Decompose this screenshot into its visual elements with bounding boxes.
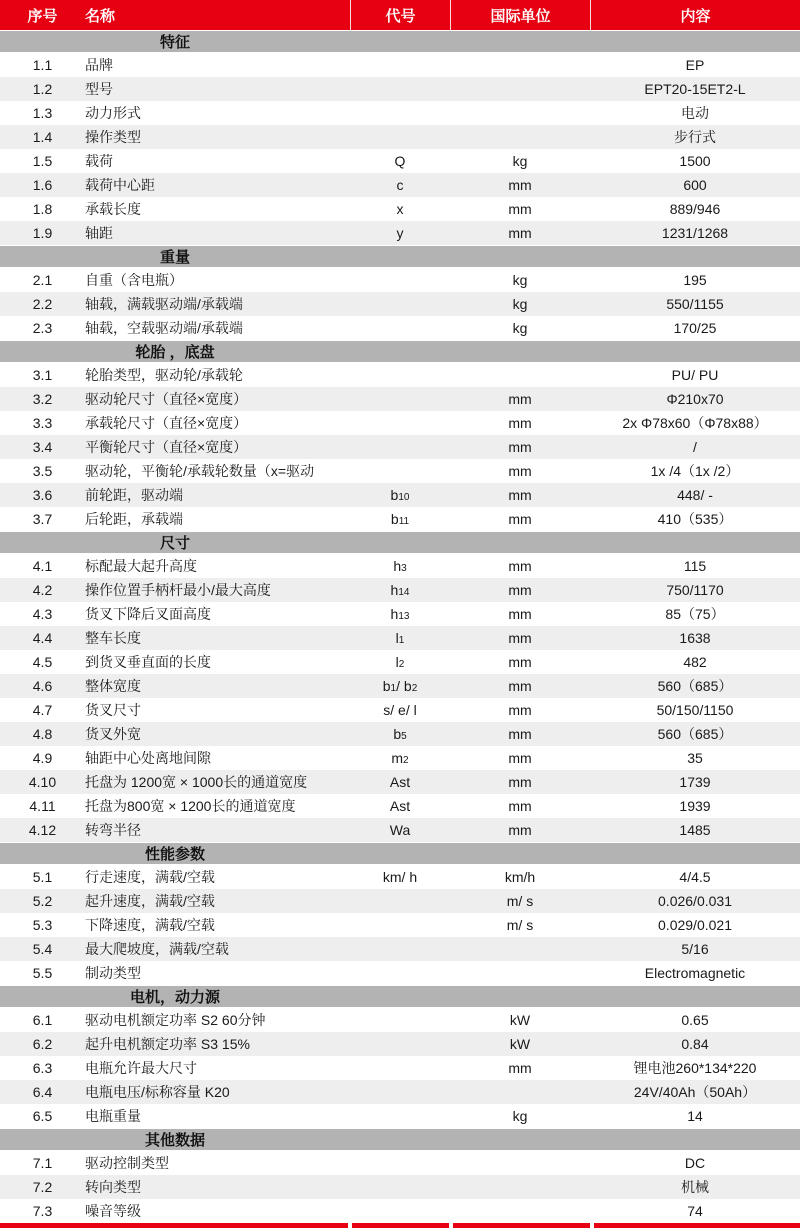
row-unit [450,1175,590,1199]
row-unit: kg [512,1108,528,1124]
row-number: 6.3 [32,1060,53,1076]
section-title: 性能参数 [144,846,205,863]
row-value: 410（535） [657,511,733,527]
row-number: 3.4 [32,439,53,455]
table-row [0,578,800,602]
row-number: 4.7 [32,702,53,718]
row-code: b $_5$ [393,726,407,742]
table-row [0,913,800,937]
row-value: 5/16 [681,941,709,957]
row-code [350,411,450,435]
row-number: 1.8 [32,201,53,217]
table-row [0,554,800,578]
row-number: 6.2 [32,1036,53,1052]
row-value: 锂电池260*134*220 [633,1060,757,1076]
row-code [350,961,450,985]
table-row [0,746,800,770]
footer-bar-segment [594,1223,800,1228]
row-unit [450,1199,590,1223]
row-unit: mm [508,678,532,694]
row-code [350,435,450,459]
row-number: 4.9 [32,750,53,766]
row-unit: mm [508,726,532,742]
row-name: 轴载，空载驱动端/承载端 [85,320,243,336]
row-name: 货叉尺寸 [85,702,141,718]
row-value: 85（75） [665,606,725,622]
row-value: 14 [687,1108,703,1124]
row-number: 4.6 [32,678,53,694]
row-unit: mm [508,774,532,790]
row-number: 2.1 [32,272,53,288]
row-value: Φ210x70 [666,391,724,407]
row-name: 托盘为800宽 × 1200长的通道宽度 [85,798,296,814]
row-unit: mm [508,750,532,766]
table-row [0,77,800,101]
row-value: 750/1170 [666,582,724,598]
row-code: l $_1$ [395,630,405,646]
row-value: 0.84 [681,1036,709,1052]
row-code: Wa [389,822,411,838]
row-unit: kg [512,296,528,312]
footer-accent-bar [0,1223,800,1228]
row-number: 1.3 [32,105,53,121]
table-row [0,1032,800,1056]
table-row [0,722,800,746]
row-code [350,387,450,411]
row-number: 2.3 [32,320,53,336]
row-value: 1739 [679,774,711,790]
table-row [0,889,800,913]
table-row [0,937,800,961]
row-unit [450,53,590,77]
row-code: y [396,225,404,241]
row-name: 到货叉垂直面的长度 [85,654,211,670]
row-unit: kg [512,272,528,288]
row-number: 3.2 [32,391,53,407]
table-row [0,961,800,985]
row-value: PU/ PU [671,367,719,383]
row-value: 482 [683,654,707,670]
row-code [350,1056,450,1080]
table-row [0,698,800,722]
row-name: 承载轮尺寸（直径×宽度） [85,415,248,431]
table-row [0,507,800,531]
row-code: h $_{14}$ [390,582,410,598]
table-row [0,1151,800,1175]
row-name: 驱动电机额定功率 S2 60分钟 [85,1012,266,1028]
row-unit: mm [508,582,532,598]
section-title: 轮胎 ，底盘 [135,344,215,361]
row-number: 7.3 [32,1203,53,1219]
row-code [350,1175,450,1199]
row-unit [450,961,590,985]
row-code: b $_{10}$ [390,487,410,503]
row-value: 448/ - [677,487,713,503]
table-row [0,197,800,221]
row-value: 4/4.5 [679,869,711,885]
row-code: b $_1$ / b $_2$ [382,678,418,694]
row-value: 1485 [679,822,711,838]
row-unit [450,937,590,961]
row-value: 195 [683,272,707,288]
row-unit [450,101,590,125]
row-name: 转向类型 [85,1179,141,1195]
section-title: 电机，动力源 [129,989,220,1006]
row-value: 50/150/1150 [656,702,734,718]
row-unit: kg [512,320,528,336]
row-unit: mm [508,511,532,527]
row-unit: mm [508,702,532,718]
section-header-row [0,245,800,268]
row-code [350,77,450,101]
table-body [0,30,800,1223]
row-number: 2.2 [32,296,53,312]
row-code: Ast [389,798,411,814]
row-code [350,937,450,961]
row-code [350,1151,450,1175]
row-code: l $_2$ [395,654,405,670]
table-row [0,125,800,149]
row-number: 6.4 [32,1084,53,1100]
row-value: 2x Φ78x60（Φ78x88） [622,415,768,431]
section-header-row [0,531,800,554]
row-name: 最大爬坡度，满载/空载 [85,941,229,957]
row-number: 5.3 [32,917,53,933]
row-unit: mm [508,201,532,217]
row-number: 7.2 [32,1179,53,1195]
row-name: 标配最大起升高度 [85,558,197,574]
row-unit: mm [508,391,532,407]
row-number: 4.11 [29,798,56,814]
row-number: 1.5 [32,153,53,169]
row-name: 驱动控制类型 [85,1155,169,1171]
row-number: 6.1 [32,1012,53,1028]
row-name: 整车长度 [85,630,141,646]
row-name: 载荷 [85,153,113,169]
row-unit: m/ s [506,893,534,909]
table-row [0,818,800,842]
row-value: 35 [687,750,703,766]
row-name: 托盘为 1200宽 × 1000长的通道宽度 [85,774,308,790]
table-row [0,363,800,387]
row-value: 1231/1268 [661,225,729,241]
row-unit: kg [512,153,528,169]
row-number: 1.1 [32,57,53,73]
row-value: 74 [687,1203,703,1219]
table-row [0,411,800,435]
row-number: 4.5 [32,654,53,670]
column-header-no: 序号 [27,7,58,25]
row-name: 轴载，满载驱动端/承载端 [85,296,243,312]
table-row [0,483,800,507]
row-unit: mm [508,798,532,814]
row-code [350,889,450,913]
row-value: 0.026/0.031 [658,893,732,909]
table-row [0,794,800,818]
table-row [0,173,800,197]
row-number: 1.9 [32,225,53,241]
row-name: 驱动轮尺寸（直径×宽度） [85,391,248,407]
row-value: 1638 [679,630,711,646]
row-value: 889/946 [669,201,721,217]
row-unit: mm [508,606,532,622]
row-name: 自重（含电瓶） [85,272,183,288]
table-row [0,435,800,459]
row-code: h $_3$ [393,558,407,574]
row-name: 轴距 [85,225,113,241]
row-unit: mm [508,822,532,838]
row-unit: kW [509,1036,531,1052]
row-number: 4.2 [32,582,53,598]
row-value: 0.65 [681,1012,709,1028]
column-header-value: 内容 [590,0,800,30]
row-name: 操作位置手柄杆最小/最大高度 [85,582,271,598]
row-value: DC [684,1155,706,1171]
row-unit: mm [508,654,532,670]
row-number: 4.12 [28,822,57,838]
row-value: 1939 [679,798,711,814]
section-title: 尺寸 [159,535,190,552]
row-name: 品牌 [85,57,113,73]
column-header-name: 名称 [85,7,116,25]
row-name: 驱动轮，平衡轮/承载轮数量（x=驱动 [85,463,315,479]
row-value: 1x /4（1x /2） [650,463,740,479]
table-header-row [0,0,800,30]
row-name: 货叉外宽 [85,726,141,742]
row-code [350,1032,450,1056]
section-header-row [0,985,800,1008]
row-number: 4.8 [32,726,53,742]
row-code [350,913,450,937]
table-row [0,1199,800,1223]
row-value: 550/1155 [666,296,724,312]
row-unit: mm [508,558,532,574]
row-number: 4.1 [32,558,53,574]
row-name: 起升速度，满载/空载 [85,893,215,909]
row-name: 货叉下降后叉面高度 [85,606,211,622]
row-code [350,363,450,387]
row-name: 载荷中心距 [85,177,155,193]
table-row [0,101,800,125]
row-number: 1.4 [32,129,53,145]
row-value: 600 [683,177,707,193]
row-name: 下降速度，满载/空载 [85,917,215,933]
table-row [0,221,800,245]
row-number: 4.3 [32,606,53,622]
row-unit: mm [508,463,532,479]
table-row [0,268,800,292]
row-code [350,1080,450,1104]
row-name: 噪音等级 [85,1203,141,1219]
row-unit: mm [508,1060,532,1076]
row-code: c [396,177,404,193]
row-name: 整体宽度 [85,678,141,694]
table-row [0,1104,800,1128]
table-row [0,387,800,411]
row-code: b $_{11}$ [390,511,410,527]
row-name: 动力形式 [85,105,141,121]
section-title: 特征 [159,34,190,51]
row-code [350,1008,450,1032]
table-row [0,1080,800,1104]
table-row [0,1175,800,1199]
row-value: 560（685） [657,678,733,694]
row-unit [450,77,590,101]
row-name: 型号 [85,81,113,97]
row-code: Q [394,153,406,169]
row-code: x [396,201,404,217]
table-row [0,53,800,77]
table-row [0,1008,800,1032]
row-unit: km/h [504,869,536,885]
table-row [0,292,800,316]
row-unit [450,1080,590,1104]
table-row [0,674,800,698]
row-code [350,316,450,340]
table-row [0,626,800,650]
section-header-row [0,30,800,53]
row-name: 前轮距，驱动端 [85,487,183,503]
row-name: 后轮距，承载端 [85,511,183,527]
row-name: 转弯半径 [85,822,141,838]
row-name: 电瓶重量 [85,1108,141,1124]
row-number: 5.1 [32,869,53,885]
row-name: 制动类型 [85,965,141,981]
section-title: 其他数据 [144,1132,205,1149]
row-value: 115 [683,558,707,574]
row-value: Electromagnetic [644,965,746,981]
row-unit: mm [508,225,532,241]
section-header-row [0,1128,800,1151]
row-unit: kW [509,1012,531,1028]
row-code [350,125,450,149]
table-row [0,650,800,674]
section-header-row [0,842,800,865]
section-header-row [0,340,800,363]
table-row [0,149,800,173]
row-value: 步行式 [674,129,716,145]
row-unit [450,125,590,149]
table-row [0,459,800,483]
row-number: 5.2 [32,893,53,909]
row-name: 电瓶电压/标称容量 K20 [85,1084,230,1100]
row-number: 3.3 [32,415,53,431]
row-code [350,101,450,125]
row-name: 起升电机额定功率 S3 15% [85,1036,250,1052]
row-value: 机械 [681,1179,709,1195]
row-code [350,53,450,77]
table-row [0,865,800,889]
row-value: 0.029/0.021 [658,917,732,933]
footer-bar-segment [352,1223,449,1228]
row-name: 平衡轮尺寸（直径×宽度） [85,439,248,455]
row-number: 7.1 [32,1155,53,1171]
row-unit: mm [508,439,532,455]
row-value: / [693,439,697,455]
row-number: 5.4 [32,941,53,957]
row-code [350,1199,450,1223]
row-unit [450,1151,590,1175]
row-name: 轴距中心处离地间隙 [85,750,211,766]
row-number: 3.1 [32,367,53,383]
row-number: 4.4 [32,630,53,646]
row-unit: mm [508,415,532,431]
row-code [350,459,450,483]
row-name: 电瓶允许最大尺寸 [85,1060,197,1076]
row-value: 24V/40Ah（50Ah） [633,1084,757,1100]
row-number: 5.5 [32,965,53,981]
row-code [350,1104,450,1128]
row-number: 4.10 [28,774,57,790]
row-number: 1.6 [32,177,53,193]
row-name: 轮胎类型，驱动轮/承载轮 [85,367,243,383]
table-row [0,602,800,626]
row-value: EPT20-15ET2-L [644,81,746,97]
row-number: 1.2 [32,81,53,97]
row-unit: m/ s [506,917,534,933]
table-row [0,1056,800,1080]
footer-bar-segment [453,1223,590,1228]
row-number: 3.7 [32,511,53,527]
row-number: 3.5 [32,463,53,479]
row-code: s/ e/ l [383,702,417,718]
row-value: 1500 [679,153,711,169]
row-name: 行走速度，满载/空载 [85,869,215,885]
footer-bar-segment [0,1223,348,1228]
table-row [0,770,800,794]
row-code: h $_{13}$ [390,606,410,622]
row-number: 3.6 [32,487,53,503]
row-code: Ast [389,774,411,790]
row-number: 6.5 [32,1108,53,1124]
table-row [0,316,800,340]
row-code: km/ h [382,869,418,885]
row-code [350,268,450,292]
row-code: m $_2$ [391,750,409,766]
row-unit: mm [508,177,532,193]
row-unit [450,363,590,387]
row-value: EP [685,57,705,73]
row-unit: mm [508,487,532,503]
row-name: 操作类型 [85,129,141,145]
row-value: 560（685） [657,726,733,742]
row-code [350,292,450,316]
row-value: 170/25 [673,320,717,336]
column-header-unit: 国际单位 [450,0,590,30]
row-unit: mm [508,630,532,646]
section-title: 重量 [159,249,190,266]
column-header-code: 代号 [350,0,450,30]
row-name: 承载长度 [85,201,141,217]
row-value: 电动 [681,105,709,121]
